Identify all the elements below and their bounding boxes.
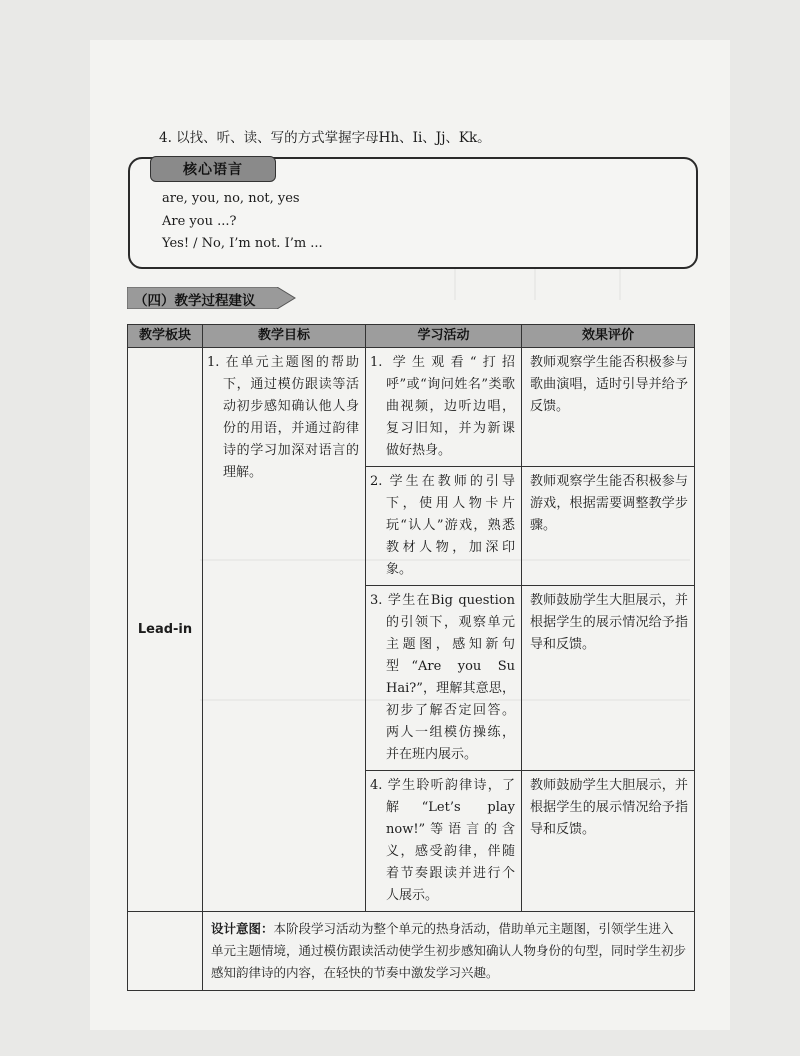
teaching-process-table <box>127 324 695 991</box>
evaluation-text: 教师鼓励学生大胆展示，并根据学生的展示情况给予指导和反馈。 <box>530 778 688 837</box>
design-intent-label: 设计意图： <box>211 921 274 936</box>
activity-text: 3. 学生在Big question的引领下，观察单元主题图，感知新句型“Are you Su Hai?”，理解其意思，初步了解否定回答。两人一组模仿操练，并在班内展示。 <box>370 593 515 762</box>
design-intent-cell <box>203 912 695 991</box>
header-activity: 学习活动 <box>366 325 522 348</box>
evaluation-text: 教师鼓励学生大胆展示，并根据学生的展示情况给予指导和反馈。 <box>530 593 688 652</box>
activity-text: 2. 学生在教师的引导下，使用人物卡片玩“认人”游戏，熟悉教材人物，加深印象。 <box>370 474 515 577</box>
core-language-lines <box>162 188 323 256</box>
core-language-title: 核心语言 <box>150 156 276 182</box>
evaluation-text: 教师观察学生能否积极参与歌曲演唱，适时引导并给予反馈。 <box>530 355 688 414</box>
design-intent-blank <box>128 912 203 991</box>
activity-cell <box>366 771 522 912</box>
activity-cell <box>366 348 522 467</box>
evaluation-text: 教师观察学生能否积极参与游戏，根据需要调整教学步骤。 <box>530 474 688 533</box>
stage-cell: Lead-in <box>128 348 203 912</box>
header-goal: 教学目标 <box>203 325 366 348</box>
table-header-row <box>128 325 695 348</box>
design-intent-text: 本阶段学习活动为整个单元的热身活动，借助单元主题图，引领学生进入单元主题情境，通过模仿跟读活动使学生初步感知确认人物身份的句型，同时学生初步感知韵律诗的内容，在轻快的节奏中激发学习兴趣。 <box>211 921 687 980</box>
evaluation-cell <box>522 586 695 771</box>
header-stage: 教学板块 <box>128 325 203 348</box>
evaluation-cell <box>522 467 695 586</box>
core-language-line: Are you ...? <box>162 213 237 229</box>
section-title: （四）教学过程建议 <box>134 293 256 309</box>
core-language-line: Yes! / No, I’m not. I’m ... <box>162 236 323 251</box>
goal-text: 1. 在单元主题图的帮助下，通过模仿跟读等活动初步感知确认他人身份的用语，并通过韵律诗的学习加深对语言的理解。 <box>207 355 359 480</box>
evaluation-cell <box>522 348 695 467</box>
evaluation-cell <box>522 771 695 912</box>
table-row <box>128 348 695 467</box>
activity-cell <box>366 586 522 771</box>
activity-text: 4. 学生聆听韵律诗，了解“Let’s play now!”等语言的含义，感受韵律，伴随着节奏跟读并进行个人展示。 <box>370 778 515 903</box>
goal-cell <box>203 348 366 912</box>
design-intent-row <box>128 912 695 991</box>
core-language-line: are, you, no, not, yes <box>162 191 300 206</box>
header-evaluation: 效果评价 <box>522 325 695 348</box>
objective-item: 4. 以找、听、读、写的方式掌握字母Hh、Ii、Jj、Kk。 <box>159 130 491 146</box>
activity-text: 1. 学生观看“打招呼”或“询问姓名”类歌曲视频，边听边唱，复习旧知，并为新课做好热身。 <box>370 355 515 458</box>
activity-cell <box>366 467 522 586</box>
